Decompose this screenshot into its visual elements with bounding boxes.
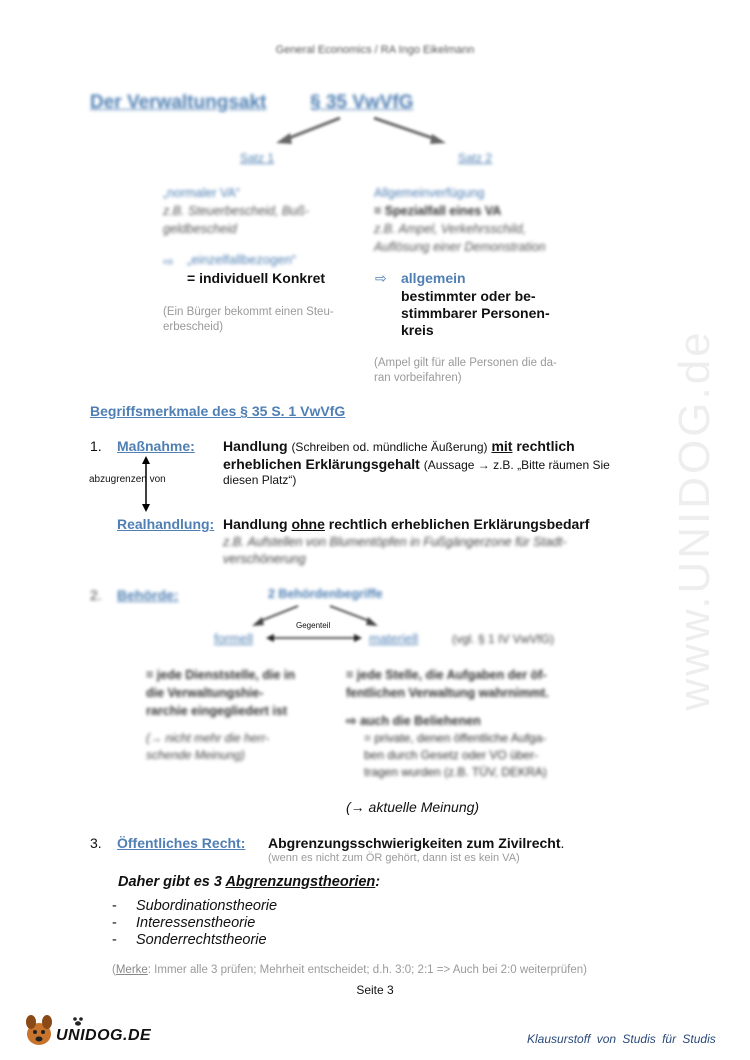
satz2-line3: z.B. Ampel, Verkehrsschild,: [374, 222, 526, 236]
theory-item: - Subordinationstheorie: [112, 898, 277, 915]
satz1-note1: (Ein Bürger bekommt einen Steu-: [163, 306, 334, 318]
satz2-line1: Allgemeinverfügung: [374, 186, 485, 200]
satz2-b1: bestimmter oder be-: [401, 288, 536, 304]
footer-slogan: Klausurstoff von Studis für Studis: [527, 1032, 716, 1046]
formell-note1: (→ nicht mehr die herr-: [146, 731, 270, 745]
item1-number: 1.: [90, 438, 102, 454]
item1-label: Maßnahme:: [117, 438, 195, 454]
satz1-line2: z.B. Steuerbescheid, Buß-: [163, 204, 309, 218]
satz2-arrow-icon: ⇨: [375, 270, 387, 286]
begriff-heading: Begriffsmerkmale des § 35 S. 1 VwVfG: [90, 403, 346, 419]
materiell-def5: ben durch Gesetz oder VO über-: [364, 748, 539, 762]
satz1-label: Satz 1: [240, 151, 275, 165]
merke-label: Merke: [115, 964, 148, 976]
formell-def2: die Verwaltungshie-: [146, 686, 264, 700]
merke-open: (: [112, 964, 116, 976]
merke-line: [112, 964, 587, 976]
item3-label: Öffentliches Recht:: [117, 835, 246, 851]
realhandlung-ex1: z.B. Aufstellen von Blumentöpfen in Fußgängerzone für Stadt-: [223, 535, 567, 549]
satz1-konkret: = individuell Konkret: [187, 270, 326, 286]
materiell-def4: = private, denen öffentliche Aufga-: [364, 731, 547, 745]
item1-erheblich: erheblichen Erklärungsgehalt: [223, 456, 420, 472]
vertical-double-arrow-icon: [139, 456, 153, 512]
item3-period: .: [560, 835, 565, 851]
satz2-line4: Auflösung einer Demonstration: [374, 240, 546, 254]
satz1-einzelfall: „einzelfallbezogen“: [187, 252, 297, 267]
unidog-logo: UNIDOG.DE: [56, 1027, 152, 1044]
item2-materiell: materiell: [369, 631, 419, 646]
item1-platz: diesen Platz“): [223, 473, 297, 487]
dog-logo-icon: [22, 1012, 56, 1048]
item2-begriffe: 2 Behördenbegriffe: [268, 587, 383, 601]
item1-paren: (Schreiben od. mündliche Äußerung): [291, 440, 488, 454]
page-title: Der Verwaltungsakt: [90, 92, 267, 113]
materiell-beliehene: ⇨ auch die Beliehenen: [346, 714, 481, 728]
title-paragraph: § 35 VwVfG: [310, 92, 414, 113]
item1-mit: mit: [491, 438, 513, 454]
item1-definition: [223, 438, 643, 474]
item2-formell: formell: [214, 631, 254, 646]
realhandlung-handlung: Handlung: [223, 516, 288, 532]
abzugrenzen-label: abzugrenzen von: [89, 474, 166, 485]
satz2-note1: (Ampel gilt für alle Personen die da-: [374, 357, 557, 369]
aktuelle-meinung: (→ aktuelle Meinung): [346, 799, 480, 815]
theory-list: [112, 898, 277, 949]
satz2-note2: ran vorbeifahren): [374, 372, 462, 384]
satz1-line1: „normaler VA“: [163, 186, 240, 200]
theory-item: - Sonderrechtstheorie: [112, 932, 277, 949]
formell-def1: = jede Dienststelle, die in: [146, 668, 296, 682]
realhandlung-ohne: ohne: [291, 516, 325, 532]
item3-number: 3.: [90, 835, 102, 851]
satz1-arrow-icon: ⇨: [163, 254, 174, 269]
item2-number: 2.: [90, 587, 102, 603]
satz1-line3: geldbescheid: [163, 222, 237, 236]
page-number: Seite 3: [356, 983, 394, 997]
realhandlung-ex2: verschönerung: [223, 552, 306, 566]
realhandlung-definition: [223, 516, 589, 532]
paw-icon: [72, 1016, 84, 1026]
formell-note2: schende Meinung): [146, 748, 245, 762]
theory-item: - Interessenstheorie: [112, 915, 277, 932]
watermark-text: www.UNIDOG.de: [670, 329, 719, 711]
daher-pre: Daher gibt es 3: [118, 874, 226, 890]
satz1-note2: erbescheid): [163, 321, 224, 333]
item3-note: (wenn es nicht zum ÖR gehört, dann ist es kein VA): [268, 852, 520, 864]
daher-theorien: Abgrenzungstheorien: [225, 874, 376, 890]
item1-handlung: Handlung: [223, 438, 288, 454]
daher-post: :: [375, 874, 381, 890]
item1-aussage: (Aussage → z.B. „Bitte räumen Sie: [423, 458, 610, 472]
course-header: General Economics / RA Ingo Eikelmann: [275, 44, 475, 56]
item3-text: [268, 835, 564, 851]
materiell-def6: tragen wurden (z.B. TÜV, DEKRA): [364, 765, 547, 779]
satz2-allgemein: allgemein: [401, 270, 466, 286]
daher-line: [118, 874, 380, 890]
materiell-def2: fentlichen Verwaltung wahrnimmt.: [346, 686, 549, 700]
satz2-label: Satz 2: [458, 151, 493, 165]
item2-vgl: (vgl. § 1 IV VwVfG): [452, 632, 555, 646]
satz2-b2: stimmbarer Personen-: [401, 305, 550, 321]
satz2-b3: kreis: [401, 322, 434, 338]
merke-text: : Immer alle 3 prüfen; Mehrheit entscheidet; d.h. 3:0; 2:1 => Auch bei 2:0 weiterprüfen): [147, 964, 587, 976]
satz2-line2: = Spezialfall eines VA: [374, 204, 502, 218]
item1-rechtlich: rechtlich: [516, 438, 575, 454]
formell-def3: rarchie eingegliedert ist: [146, 704, 288, 718]
item3-abgrenzung: Abgrenzungsschwierigkeiten zum Zivilrecht: [268, 835, 561, 851]
item2-label: Behörde:: [117, 587, 179, 603]
realhandlung-rest: rechtlich erheblichen Erklärungsbedarf: [328, 516, 590, 532]
item2-gegenteil: Gegenteil: [296, 621, 331, 630]
realhandlung-label: Realhandlung:: [117, 516, 215, 532]
materiell-def1: = jede Stelle, die Aufgaben der öf-: [346, 668, 547, 682]
